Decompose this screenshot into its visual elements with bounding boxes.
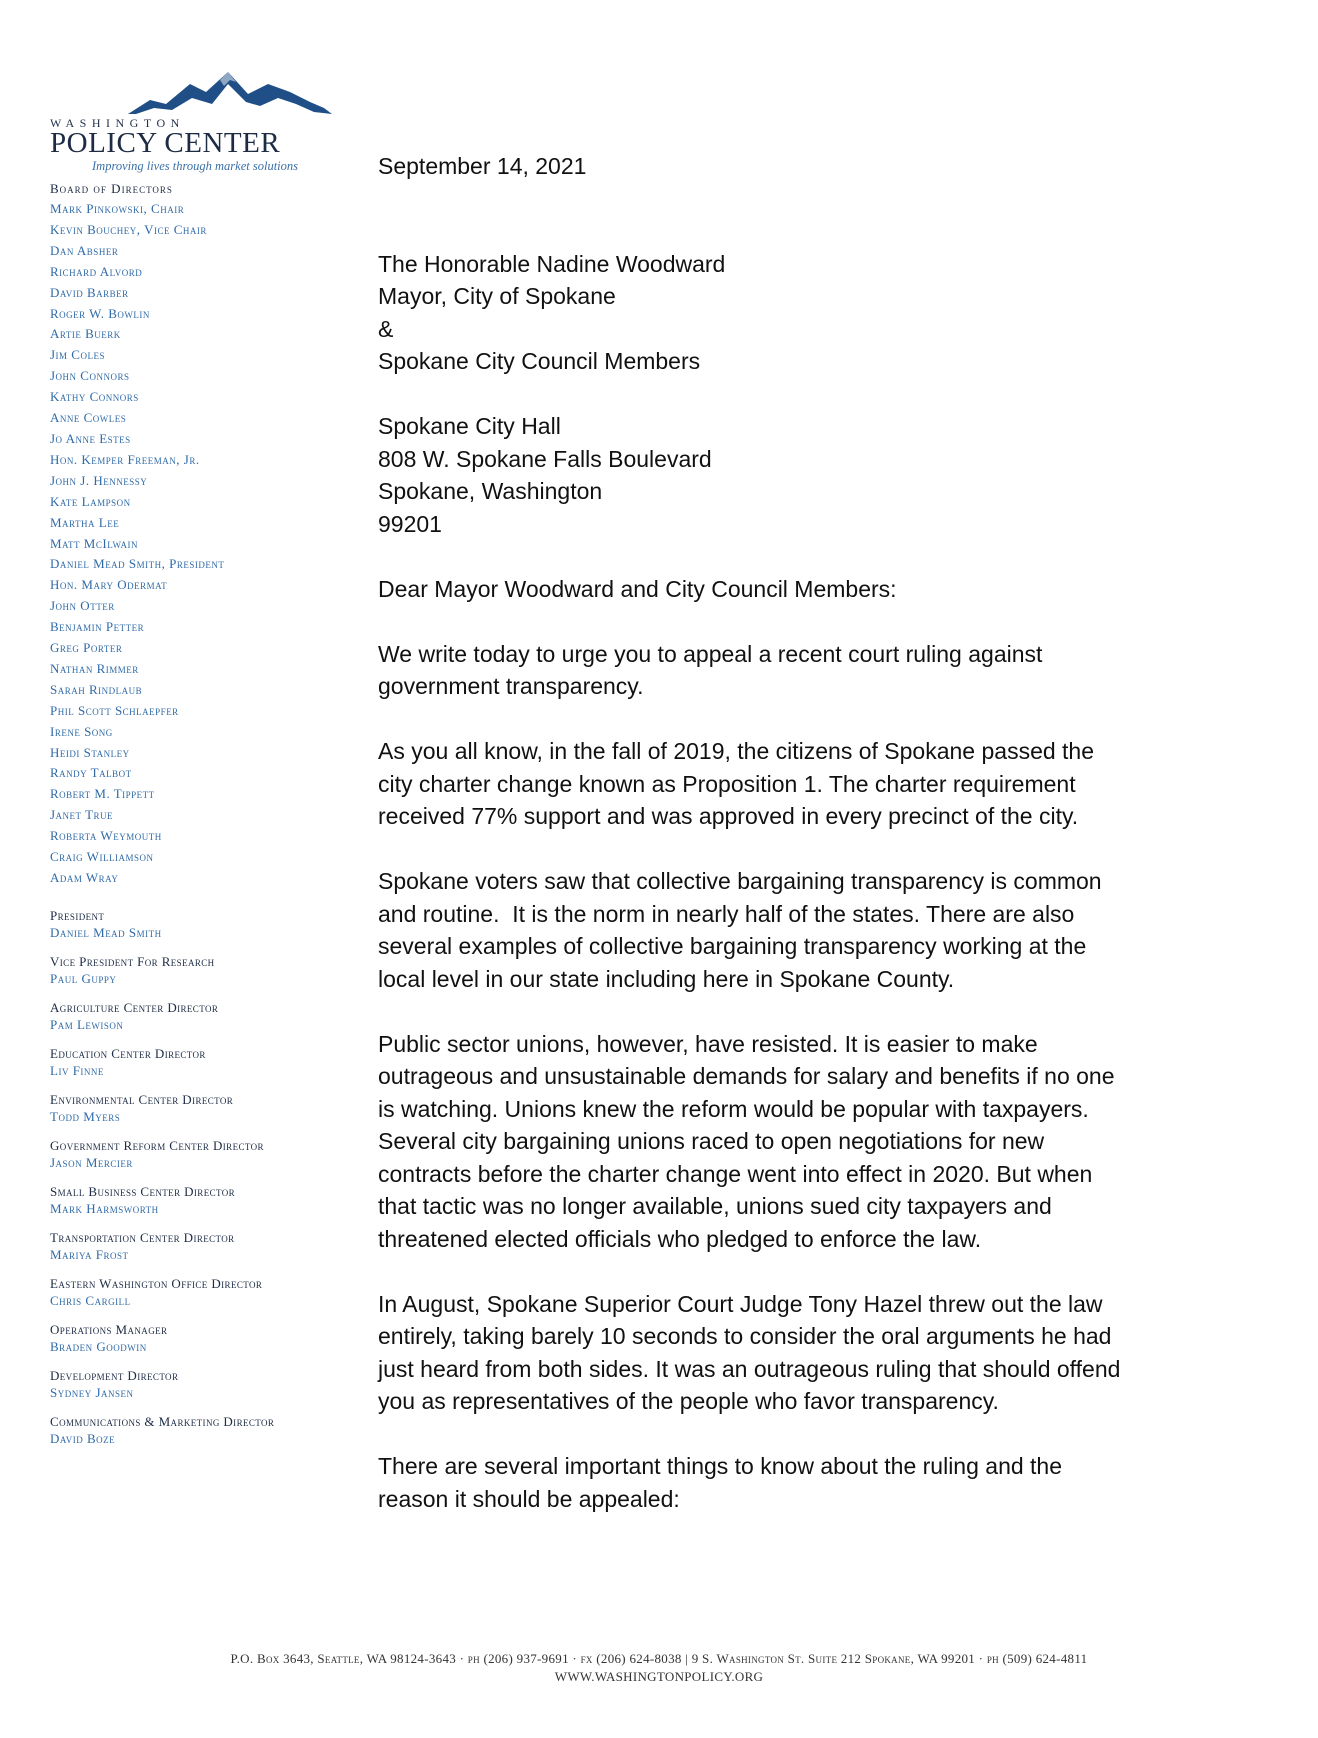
board-member: Hon. Kemper Freeman, Jr. <box>50 451 200 467</box>
staff-name: Braden Goodwin <box>50 1338 147 1354</box>
staff-entry <box>50 1045 340 1079</box>
letter-paragraph <box>378 1450 1188 1515</box>
paragraph-line: just heard from both sides. It was an outrageous ruling that should offend <box>378 1355 1121 1382</box>
staff-entry <box>50 1413 340 1447</box>
staff-title: Government Reform Center Director <box>50 1137 264 1153</box>
letter-paragraph <box>378 1288 1188 1418</box>
letter-salutation: Dear Mayor Woodward and City Council Members: <box>378 575 897 602</box>
page-footer <box>0 1650 1318 1686</box>
staff-name: Chris Cargill <box>50 1292 131 1308</box>
paragraph-line: reason it should be appealed: <box>378 1485 680 1512</box>
address-line: 99201 <box>378 510 442 537</box>
addressee-line: Mayor, City of Spokane <box>378 283 616 309</box>
board-member: Sarah Rindlaub <box>50 681 143 697</box>
paragraph-line: government transparency. <box>378 673 644 699</box>
addressee-line: Spokane City Council Members <box>378 348 701 374</box>
staff-name: Mariya Frost <box>50 1246 129 1262</box>
paragraph-line: that tactic was no longer available, unions sued city taxpayers and <box>378 1193 1052 1219</box>
addressee-line: The Honorable Nadine Woodward <box>378 250 726 277</box>
staff-title: Education Center Director <box>50 1045 206 1061</box>
board-member: John Otter <box>50 598 115 614</box>
board-member: David Barber <box>50 284 129 300</box>
footer-address: P.O. Box 3643, Seattle, WA 98124-3643 · ph (206) 937-9691 · fx (206) 624-8038 | 9 S. Washington St. Suite 212 Spokane, WA 99201 · ph (509) 624-4811 <box>230 1651 1088 1666</box>
board-member: Kate Lampson <box>50 493 131 509</box>
staff-title: Agriculture Center Director <box>50 999 219 1015</box>
staff-entry <box>50 1091 340 1125</box>
board-heading: Board of Directors <box>50 181 173 196</box>
address-line: Spokane City Hall <box>378 413 561 439</box>
board-member: Kathy Connors <box>50 389 139 405</box>
letter-paragraph <box>378 865 1188 995</box>
staff-title: Small Business Center Director <box>50 1183 236 1199</box>
board-member: Adam Wray <box>50 870 119 885</box>
staff-title: Environmental Center Director <box>50 1091 234 1107</box>
board-member: Jim Coles <box>50 347 105 363</box>
paragraph-line: There are several important things to know about the ruling and the <box>378 1453 1063 1479</box>
paragraph-line: several examples of collective bargaining transparency working at the <box>378 933 1087 959</box>
staff-entry <box>50 1183 340 1217</box>
staff-entry <box>50 1229 340 1263</box>
staff-name: Todd Myers <box>50 1108 121 1124</box>
board-member: Irene Song <box>50 723 113 739</box>
paragraph-line: Public sector unions, however, have resisted. It is easier to make <box>378 1030 1038 1057</box>
logo-tagline: Improving lives through market solutions <box>92 159 298 173</box>
addressee-line: & <box>378 315 394 342</box>
letter-paragraph <box>378 1028 1188 1256</box>
staff-entry <box>50 1275 340 1309</box>
letter-date: September 14, 2021 <box>378 153 587 179</box>
paragraph-line: Several city bargaining unions raced to open negotiations for new <box>378 1128 1045 1154</box>
staff-entry <box>50 1367 340 1401</box>
board-member-list <box>50 199 340 889</box>
board-member: John J. Hennessy <box>50 472 148 488</box>
board-member: Richard Alvord <box>50 263 143 279</box>
board-member: Roger W. Bowlin <box>50 305 150 321</box>
staff-name: Mark Harmsworth <box>50 1200 159 1216</box>
paragraph-line: received 77% support and was approved in every precinct of the city. <box>378 803 1079 829</box>
paragraph-line: city charter change known as Proposition 1. The charter requirement <box>378 770 1076 797</box>
paragraph-line: We write today to urge you to appeal a recent court ruling against <box>378 640 1043 667</box>
paragraph-line: As you all know, in the fall of 2019, the citizens of Spokane passed the <box>378 738 1095 764</box>
staff-title: Communications & Marketing Director <box>50 1413 275 1429</box>
staff-name: Sydney Jansen <box>50 1384 134 1400</box>
staff-entry <box>50 953 340 987</box>
staff-title: Eastern Washington Office Director <box>50 1275 263 1291</box>
board-member: John Connors <box>50 368 130 384</box>
paragraph-line: you as representatives of the people who favor transparency. <box>378 1388 999 1414</box>
board-member: Randy Talbot <box>50 765 132 781</box>
paragraph-line: is watching. Unions knew the reform would be popular with taxpayers. <box>378 1095 1089 1122</box>
letter-address <box>378 410 1188 540</box>
staff-title: Development Director <box>50 1367 179 1383</box>
staff-name: Jason Mercier <box>50 1154 133 1170</box>
paragraph-line: local level in our state including here in Spokane County. <box>378 965 955 992</box>
board-member: Phil Scott Schlaepfer <box>50 702 179 718</box>
paragraph-line: threatened elected officials who pledged to enforce the law. <box>378 1225 982 1252</box>
logo-title: POLICY CENTER <box>50 127 281 159</box>
letter-addressee <box>378 248 1188 378</box>
board-member: Greg Porter <box>50 640 123 656</box>
board-member: Mark Pinkowski, Chair <box>50 201 185 216</box>
board-member: Heidi Stanley <box>50 744 130 760</box>
letter-paragraphs <box>378 605 1188 1515</box>
board-member: Matt McIlwain <box>50 535 139 551</box>
board-member: Artie Buerk <box>50 326 121 342</box>
paragraph-line: contracts before the charter change went into effect in 2020. But when <box>378 1160 1093 1187</box>
staff-name: David Boze <box>50 1430 116 1446</box>
address-line: Spokane, Washington <box>378 478 603 504</box>
organization-logo <box>50 70 320 178</box>
paragraph-line: outrageous and unsustainable demands for salary and benefits if no one <box>378 1063 1115 1089</box>
board-member: Daniel Mead Smith, President <box>50 556 225 572</box>
staff-name: Pam Lewison <box>50 1016 124 1032</box>
staff-title: President <box>50 907 105 923</box>
paragraph-line: In August, Spokane Superior Court Judge Tony Hazel threw out the law <box>378 1290 1103 1317</box>
staff-entry <box>50 1137 340 1171</box>
logo-small-text: WASHINGTON <box>50 116 185 130</box>
board-member: Jo Anne Estes <box>50 430 131 446</box>
letter-paragraph <box>378 735 1188 833</box>
staff-entry <box>50 1321 340 1355</box>
staff-name: Daniel Mead Smith <box>50 924 162 940</box>
board-member: Craig Williamson <box>50 849 154 865</box>
paragraph-line: entirely, taking barely 10 seconds to consider the oral arguments he had <box>378 1323 1112 1349</box>
staff-name: Paul Guppy <box>50 970 117 986</box>
staff-title: Transportation Center Director <box>50 1229 235 1245</box>
paragraph-line: and routine. It is the norm in nearly half of the states. There are also <box>378 900 1075 927</box>
board-member: Martha Lee <box>50 514 120 530</box>
board-member: Hon. Mary Odermat <box>50 577 168 593</box>
paragraph-line: Spokane voters saw that collective bargaining transparency is common <box>378 868 1102 894</box>
staff-title: Operations Manager <box>50 1321 168 1337</box>
board-member: Roberta Weymouth <box>50 828 162 844</box>
mountain-icon <box>128 70 334 116</box>
letter-paragraph <box>378 638 1188 703</box>
letter-body <box>378 150 1188 1515</box>
footer-website: WWW.WASHINGTONPOLICY.ORG <box>554 1669 764 1684</box>
staff-entry <box>50 999 340 1033</box>
board-member: Nathan Rimmer <box>50 660 139 676</box>
staff-title: Vice President For Research <box>50 953 215 969</box>
address-line: 808 W. Spokane Falls Boulevard <box>378 445 712 472</box>
board-member: Dan Absher <box>50 242 119 258</box>
board-member: Robert M. Tippett <box>50 786 155 802</box>
staff-entry <box>50 907 340 941</box>
board-member: Anne Cowles <box>50 410 127 426</box>
board-member: Benjamin Petter <box>50 619 145 635</box>
letterhead-sidebar <box>50 70 340 1459</box>
staff-list <box>50 907 340 1447</box>
staff-name: Liv Finne <box>50 1062 104 1078</box>
board-member: Kevin Bouchey, Vice Chair <box>50 221 207 237</box>
board-member: Janet True <box>50 807 114 823</box>
